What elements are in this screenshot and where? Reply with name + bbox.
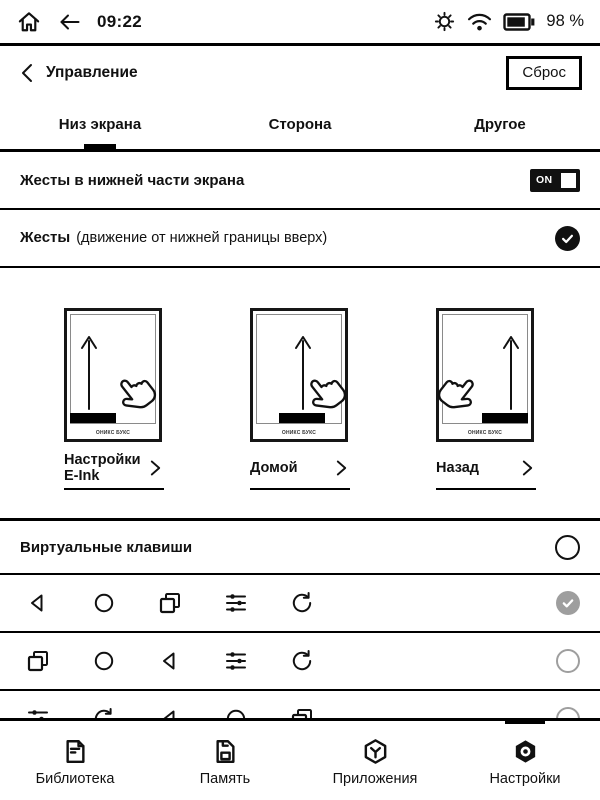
swipe-up-arrow-icon	[501, 333, 521, 411]
nav-settings[interactable]	[450, 721, 600, 800]
page-header	[0, 46, 600, 100]
recents-key-icon	[158, 591, 182, 615]
tune-key-icon	[224, 591, 248, 615]
active-tab-indicator	[84, 144, 116, 152]
nav-label: Настройки	[489, 770, 561, 787]
ereader-illustration	[64, 308, 162, 442]
nav-apps[interactable]	[300, 721, 450, 800]
nav-storage[interactable]	[150, 721, 300, 800]
row-bottom-gestures-label: Жесты в нижней части экрана	[20, 171, 245, 189]
virtual-keys-label: Виртуальные клавиши	[20, 538, 193, 556]
unchecked-radio[interactable]	[555, 535, 580, 560]
row-gestures-swipe-up[interactable]	[0, 210, 600, 268]
tab-other[interactable]	[400, 100, 600, 149]
tab-bottom-of-screen[interactable]	[0, 100, 200, 149]
settings-icon	[511, 737, 540, 766]
home-key-icon	[92, 591, 116, 615]
gesture-card-right	[436, 268, 536, 518]
unselected-option-radio[interactable]	[556, 649, 580, 673]
back-key-icon	[158, 649, 182, 673]
recents-key-icon	[26, 649, 50, 673]
nav-label: Память	[199, 770, 251, 787]
device-screen	[70, 314, 156, 424]
device-brand-text: ОНИКС БУКС	[95, 430, 131, 436]
back-chevron-icon[interactable]	[18, 62, 36, 84]
checked-radio[interactable]	[555, 226, 580, 251]
active-nav-indicator	[505, 718, 545, 724]
home-icon[interactable]	[16, 9, 42, 35]
back-arrow-icon[interactable]	[56, 10, 83, 34]
gesture-action-back[interactable]	[436, 448, 536, 490]
apps-icon	[361, 737, 390, 766]
refresh-key-icon	[290, 649, 314, 673]
row-virtual-keys[interactable]	[0, 521, 600, 575]
library-icon	[61, 737, 90, 766]
gestures-toggle[interactable]	[530, 169, 580, 192]
toggle-state-label: ON	[536, 174, 553, 186]
chevron-right-icon	[521, 459, 534, 477]
device-brand-text: ОНИКС БУКС	[281, 430, 317, 436]
brightness-icon	[433, 10, 456, 33]
toggle-knob	[561, 173, 576, 188]
swipe-up-arrow-icon	[79, 333, 99, 411]
bottom-nav	[0, 718, 600, 800]
wifi-icon	[466, 11, 493, 33]
nav-label: Приложения	[332, 770, 418, 787]
status-bar	[0, 0, 600, 46]
tab-side[interactable]	[200, 100, 400, 149]
chevron-right-icon	[335, 459, 348, 477]
page-title: Управление	[46, 64, 138, 81]
ereader-illustration	[250, 308, 348, 442]
tap-hand-icon	[424, 362, 487, 425]
reset-button[interactable]: Сброс	[506, 56, 582, 90]
tab-bar	[0, 100, 600, 152]
tab-label: Низ экрана	[58, 116, 142, 133]
tab-label: Сторона	[268, 116, 332, 133]
selected-option-radio[interactable]	[556, 591, 580, 615]
row-bottom-gestures[interactable]	[0, 152, 600, 210]
refresh-key-icon	[290, 591, 314, 615]
gesture-illustrations	[0, 268, 600, 518]
gesture-action-einksettings[interactable]	[64, 448, 164, 490]
tune-key-icon	[224, 649, 248, 673]
home-key-icon	[92, 649, 116, 673]
row-gestures-sublabel: (движение от нижней границы вверх)	[76, 230, 328, 246]
gesture-zone-bar	[70, 413, 116, 423]
battery-icon	[503, 11, 536, 33]
gesture-action-label: Настройки E-Ink	[64, 451, 141, 484]
gesture-card-left	[64, 268, 164, 518]
nav-library[interactable]	[0, 721, 150, 800]
ereader-illustration	[436, 308, 534, 442]
battery-percent: 98 %	[546, 12, 584, 30]
virtual-keys-option-row[interactable]	[0, 633, 600, 691]
device-screen	[442, 314, 528, 424]
clock: 09:22	[97, 11, 142, 31]
device-brand-text: ОНИКС БУКС	[467, 430, 503, 436]
row-gestures-label: Жесты	[20, 229, 71, 246]
back-key-icon	[26, 591, 50, 615]
virtual-keys-option-row[interactable]	[0, 575, 600, 633]
storage-icon	[211, 737, 240, 766]
tab-label: Другое	[474, 116, 526, 133]
gesture-zone-bar	[482, 413, 528, 423]
chevron-right-icon	[149, 459, 162, 477]
nav-label: Библиотека	[35, 770, 115, 787]
gesture-action-label: Домой	[250, 459, 298, 476]
device-screen	[256, 314, 342, 424]
gesture-action-home[interactable]	[250, 448, 350, 490]
gesture-card-center	[250, 268, 350, 518]
gesture-action-label: Назад	[436, 459, 479, 476]
